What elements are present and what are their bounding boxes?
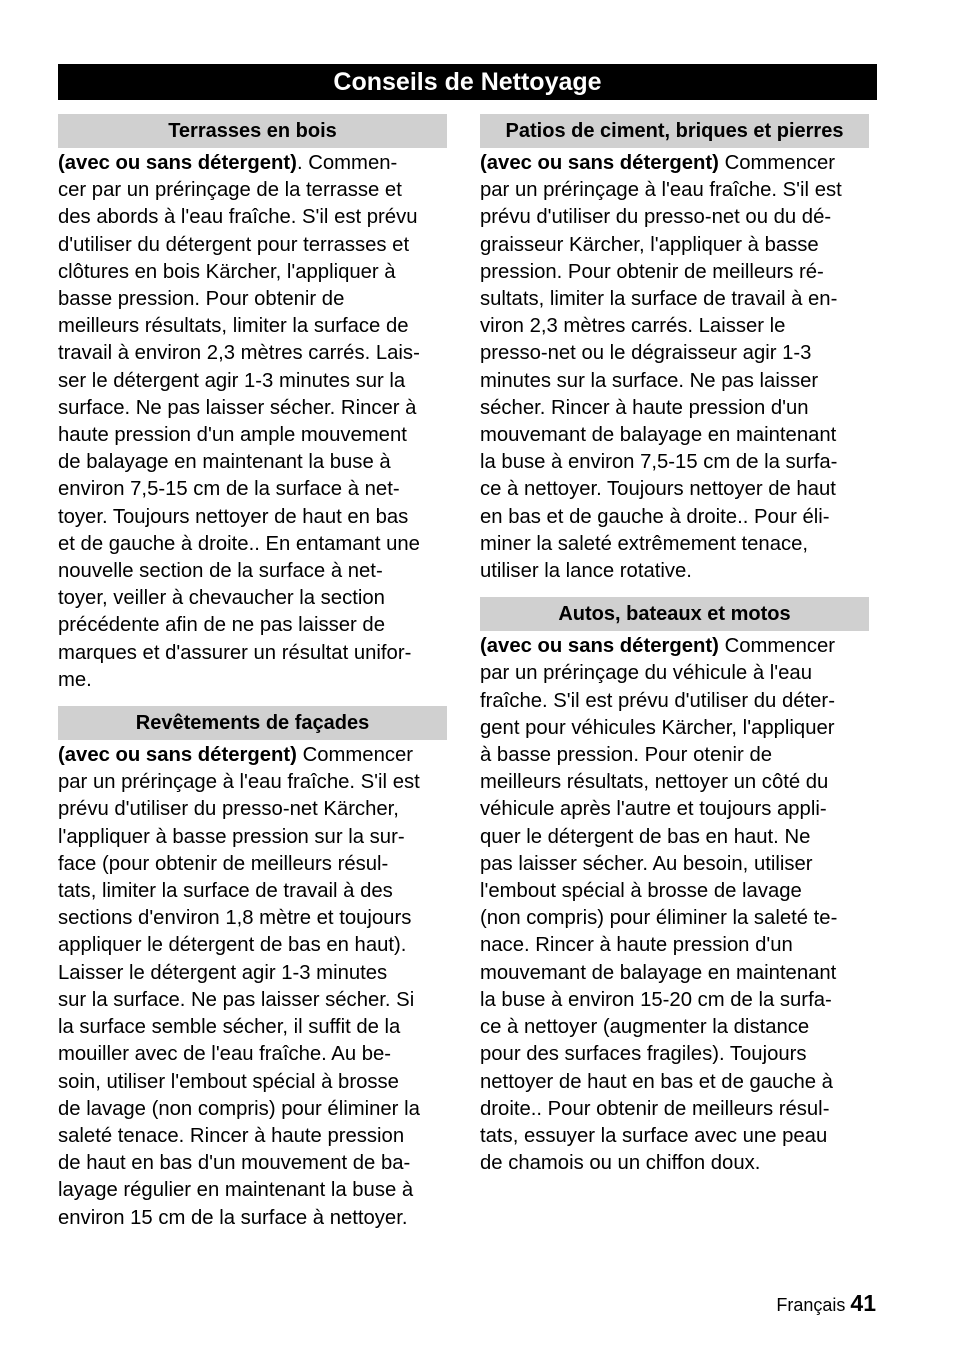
line-text: mouvemant de balayage en maintenant <box>480 424 837 447</box>
text-line <box>58 987 453 1014</box>
text-line <box>480 769 877 796</box>
text-line <box>58 476 453 503</box>
text-line <box>58 531 453 558</box>
text-line <box>58 1150 453 1177</box>
line-text: ce à nettoyer (augmenter la distance <box>480 1016 810 1039</box>
text-line <box>58 232 453 259</box>
line-text: presso-net ou le dégraisseur agir 1-3 <box>480 342 812 365</box>
line-text: la buse à environ 7,5-15 cm de la surfa- <box>480 451 838 474</box>
text-line <box>58 851 453 878</box>
text-line <box>480 313 877 340</box>
text-line <box>480 504 877 531</box>
text-line <box>480 905 877 932</box>
text-line <box>58 796 453 823</box>
text-line <box>58 1014 453 1041</box>
text-line <box>480 368 877 395</box>
line-text: ser le détergent agir 1-3 minutes sur la <box>58 369 406 392</box>
line-text: utiliser la lance rotative. <box>480 560 692 583</box>
section-facades <box>58 706 453 1232</box>
text-line <box>58 878 453 905</box>
line-text: gent pour véhicules Kärcher, l'appliquer <box>480 716 835 739</box>
line-text: de haut en bas d'un mouvement de ba- <box>58 1152 411 1175</box>
line-text: la surface semble sécher, il suffit de la <box>58 1016 401 1039</box>
footer-language: Français <box>776 1295 846 1315</box>
text-line <box>58 769 453 796</box>
line-text: haute pression d'un ample mouvement <box>58 424 407 447</box>
line-text: ce à nettoyer. Toujours nettoyer de haut <box>480 478 836 501</box>
line-text: marques et d'assurer un résultat unifor- <box>58 641 412 664</box>
text-line <box>58 824 453 851</box>
text-line <box>58 340 453 367</box>
line-text: minutes sur la surface. Ne pas laisser <box>480 369 819 392</box>
line-text: nettoyer de haut en bas et de gauche à <box>480 1070 833 1093</box>
section-body <box>480 633 877 1177</box>
text-line <box>58 905 453 932</box>
line-text: basse pression. Pour obtenir de <box>58 288 345 311</box>
line-text: de lavage (non compris) pour éliminer la <box>58 1097 420 1120</box>
page-title: Conseils de Nettoyage <box>58 64 877 100</box>
line-text: droite.. Pour obtenir de meilleurs résul- <box>480 1097 830 1120</box>
line-text: sur la surface. Ne pas laisser sécher. Si <box>58 988 415 1011</box>
text-line <box>58 259 453 286</box>
text-line <box>58 1069 453 1096</box>
section-heading: Patios de ciment, briques et pierres <box>480 114 869 148</box>
text-line <box>58 932 453 959</box>
text-line <box>480 796 877 823</box>
text-line <box>58 558 453 585</box>
text-line <box>58 204 453 231</box>
line-text: à basse pression. Pour otenir de <box>480 744 772 767</box>
text-line <box>58 422 453 449</box>
line-text: nouvelle section de la surface à net- <box>58 560 383 583</box>
section-heading: Revêtements de façades <box>58 706 447 740</box>
text-line <box>480 1014 877 1041</box>
text-line <box>58 449 453 476</box>
text-line <box>58 585 453 612</box>
lead-text: (avec ou sans détergent) <box>58 152 297 174</box>
text-line <box>480 476 877 503</box>
line-text: en bas et de gauche à droite.. Pour éli- <box>480 505 830 528</box>
text-line <box>58 667 453 694</box>
text-line <box>58 1096 453 1123</box>
text-line <box>480 1096 877 1123</box>
text-line <box>480 660 877 687</box>
text-line <box>480 932 877 959</box>
line-text: viron 2,3 mètres carrés. Laisser le <box>480 315 786 338</box>
line-text: et de gauche à droite.. En entamant une <box>58 532 420 555</box>
text-line <box>480 422 877 449</box>
section-patios <box>480 114 877 585</box>
line-text: saleté tenace. Rincer à haute pression <box>58 1124 405 1147</box>
text-line <box>58 368 453 395</box>
section-body <box>58 742 453 1232</box>
line-text: pas laisser sécher. Au besoin, utiliser <box>480 852 813 875</box>
line-text: par un prérinçage à l'eau fraîche. S'il est <box>58 771 420 794</box>
text-line <box>480 742 877 769</box>
text-line <box>58 1177 453 1204</box>
line-text: de balayage en maintenant la buse à <box>58 451 391 474</box>
line-text: Commencer <box>718 152 836 174</box>
line-text: toyer, veiller à chevaucher la section <box>58 587 385 610</box>
line-text: sultats, limiter la surface de travail à en- <box>480 288 838 311</box>
text-line <box>58 395 453 422</box>
section-vehicles <box>480 597 877 1177</box>
line-text: nace. Rincer à haute pression d'un <box>480 934 793 957</box>
text-line <box>480 232 877 259</box>
line-text: meilleurs résultats, limiter la surface de <box>58 315 409 338</box>
line-text: Commencer <box>296 744 414 767</box>
line-text: la buse à environ 15-20 cm de la surfa- <box>480 988 832 1011</box>
lead-text: (avec ou sans détergent) <box>480 152 719 174</box>
text-line <box>480 878 877 905</box>
line-text: mouvemant de balayage en maintenant <box>480 961 837 984</box>
line-text: fraîche. S'il est prévu d'utiliser du déter- <box>480 689 835 712</box>
text-line <box>480 1069 877 1096</box>
text-line <box>480 150 877 177</box>
line-text: environ 7,5-15 cm de la surface à net- <box>58 478 400 501</box>
section-body <box>480 150 877 585</box>
text-line <box>480 449 877 476</box>
lead-text: (avec ou sans détergent) <box>480 635 719 658</box>
line-text: tats, essuyer la surface avec une peau <box>480 1124 828 1147</box>
text-line <box>480 286 877 313</box>
line-text: mouiller avec de l'eau fraîche. Au be- <box>58 1043 392 1066</box>
text-line <box>58 1123 453 1150</box>
line-text: layage régulier en maintenant la buse à <box>58 1179 414 1202</box>
line-text: graisseur Kärcher, l'appliquer à basse <box>480 233 819 256</box>
line-text: Commencer <box>718 635 836 658</box>
text-line <box>480 204 877 231</box>
text-line <box>480 558 877 585</box>
line-text: pour des surfaces fragiles). Toujours <box>480 1043 807 1066</box>
text-line <box>480 1150 877 1177</box>
text-line <box>480 987 877 1014</box>
text-line <box>58 960 453 987</box>
line-text: tats, limiter la surface de travail à des <box>58 880 393 903</box>
line-text: me. <box>58 668 92 691</box>
text-line <box>58 612 453 639</box>
line-text: l'appliquer à basse pression sur la sur- <box>58 825 405 848</box>
text-line <box>480 177 877 204</box>
text-line <box>480 1041 877 1068</box>
text-line <box>480 960 877 987</box>
text-line <box>480 259 877 286</box>
section-wood-decks <box>58 114 453 694</box>
lead-text: (avec ou sans détergent) <box>58 744 297 767</box>
line-text: quer le détergent de bas en haut. Ne <box>480 825 811 848</box>
line-text: surface. Ne pas laisser sécher. Rincer à <box>58 396 417 419</box>
line-text: (non compris) pour éliminer la saleté te- <box>480 907 838 930</box>
line-text: par un prérinçage à l'eau fraîche. S'il est <box>480 179 842 202</box>
line-text: face (pour obtenir de meilleurs résul- <box>58 852 389 875</box>
text-line <box>58 742 453 769</box>
line-text: Laisser le détergent agir 1-3 minutes <box>58 961 388 984</box>
line-text: cer par un prérinçage de la terrasse et <box>58 179 402 202</box>
right-column <box>480 114 877 1177</box>
text-line <box>480 824 877 851</box>
text-line <box>480 851 877 878</box>
line-text: clôtures en bois Kärcher, l'appliquer à <box>58 260 396 283</box>
line-text: travail à environ 2,3 mètres carrés. Lais- <box>58 342 420 365</box>
text-line <box>58 286 453 313</box>
line-text: environ 15 cm de la surface à nettoyer. <box>58 1206 408 1229</box>
line-text: prévu d'utiliser du presso-net Kärcher, <box>58 798 399 821</box>
line-text: . Commen- <box>296 152 398 174</box>
line-text: sécher. Rincer à haute pression d'un <box>480 396 809 419</box>
text-line <box>480 633 877 660</box>
line-text: précédente afin de ne pas laisser de <box>58 614 385 637</box>
page-number: 41 <box>850 1290 876 1316</box>
line-text: meilleurs résultats, nettoyer un côté du <box>480 771 829 794</box>
text-line <box>58 150 453 177</box>
text-line <box>58 177 453 204</box>
line-text: prévu d'utiliser du presso-net ou du dé- <box>480 206 832 229</box>
text-line <box>480 395 877 422</box>
text-line <box>480 1123 877 1150</box>
text-line <box>480 688 877 715</box>
line-text: d'utiliser du détergent pour terrasses et <box>58 233 410 256</box>
line-text: sections d'environ 1,8 mètre et toujours <box>58 907 412 930</box>
section-body <box>58 150 453 694</box>
line-text: l'embout spécial à brosse de lavage <box>480 880 802 903</box>
line-text: toyer. Toujours nettoyer de haut en bas <box>58 505 409 528</box>
section-heading: Terrasses en bois <box>58 114 447 148</box>
line-text: de chamois ou un chiffon doux. <box>480 1152 761 1175</box>
section-heading: Autos, bateaux et motos <box>480 597 869 631</box>
text-line <box>58 1205 453 1232</box>
page-footer <box>776 1290 876 1317</box>
line-text: miner la saleté extrêmement tenace, <box>480 532 809 555</box>
line-text: pression. Pour obtenir de meilleurs ré- <box>480 260 824 283</box>
text-line <box>480 340 877 367</box>
line-text: véhicule après l'autre et toujours appli- <box>480 798 827 821</box>
line-text: soin, utiliser l'embout spécial à brosse <box>58 1070 399 1093</box>
line-text: appliquer le détergent de bas en haut). <box>58 934 407 957</box>
text-line <box>58 504 453 531</box>
left-column <box>58 114 453 1232</box>
line-text: par un prérinçage du véhicule à l'eau <box>480 662 812 685</box>
text-line <box>58 1041 453 1068</box>
text-line <box>480 531 877 558</box>
text-line <box>480 715 877 742</box>
line-text: des abords à l'eau fraîche. S'il est prévu <box>58 206 418 229</box>
text-line <box>58 640 453 667</box>
text-line <box>58 313 453 340</box>
